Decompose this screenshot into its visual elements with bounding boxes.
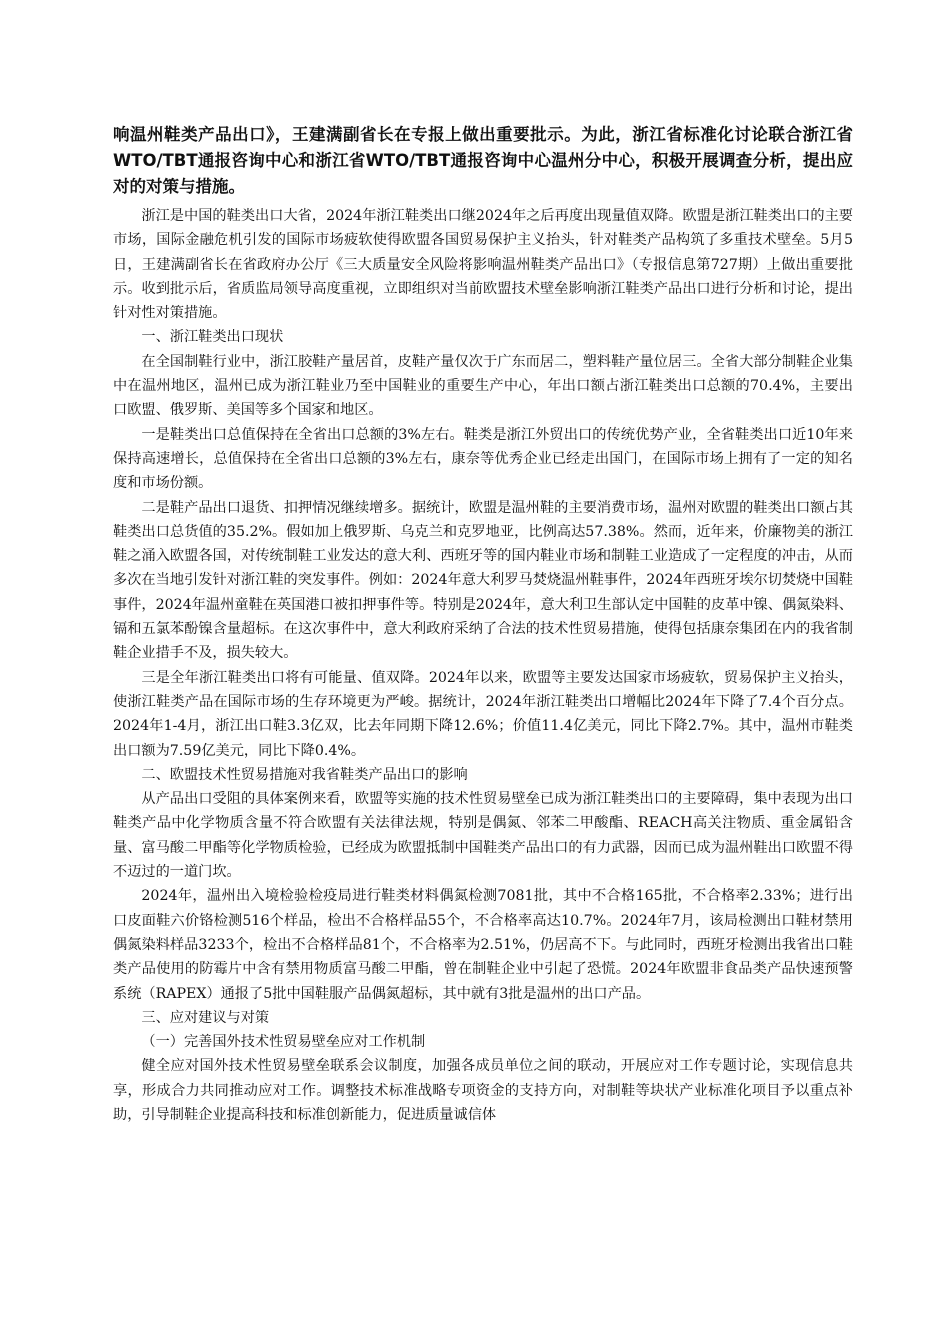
document-page bbox=[113, 122, 853, 1127]
section-heading-3: 三、应对建议与对策 bbox=[141, 1009, 270, 1026]
paragraph-export-decline: 三是全年浙江鞋类出口将有可能量、值双降。2024年以来，欧盟等主要发达国家市场疲软，贸易保护主义抬头，使浙江鞋类产品在国际市场的生存环境更为严峻。据统计，2024年浙江鞋类出口增幅比2024年下降了7.4个百分点。2024年1-4月，浙江出口鞋3.3亿双，比去年同期下降12.6%；价值11.4亿美元，同比下降2.7%。其中，温州市鞋类出口额为7.59亿美元，同比下降0.4%。 bbox=[113, 669, 853, 759]
paragraph-returns-seizures: 二是鞋产品出口退货、扣押情况继续增多。据统计，欧盟是温州鞋的主要消费市场，温州对欧盟的鞋类出口额占其鞋类出口总货值的35.2%。假如加上俄罗斯、乌克兰和克罗地亚，比例高达57.38%。然而，近年来，价廉物美的浙江鞋之涌入欧盟各国，对传统制鞋工业发达的意大利、西班牙等的国内鞋业市场和制鞋工业造成了一定程度的冲击，从而多次在当地引发针对浙江鞋的突发事件。例如：2024年意大利罗马焚烧温州鞋事件，2024年西班牙埃尔切焚烧中国鞋事件，2024年温州童鞋在英国港口被扣押事件等。特别是2024年，意大利卫生部认定中国鞋的皮革中镍、偶氮染料、镉和五氯苯酚镍含量超标。在这次事件中，意大利政府采纳了合法的技术性贸易措施，使得包括康奈集团在内的我省制鞋企业措手不及，损失较大。 bbox=[113, 499, 853, 662]
section-heading-1: 一、浙江鞋类出口现状 bbox=[141, 329, 284, 346]
paragraph-mechanism: 健全应对国外技术性贸易壁垒联系会议制度，加强各成员单位之间的联动，开展应对工作专题讨论，实现信息共享，形成合力共同推动应对工作。调整技术标准战略专项资金的支持方向，对制鞋等块状产业标准化项目予以重点补助，引导制鞋企业提高科技和标准创新能力，促进质量诚信体 bbox=[113, 1058, 853, 1123]
lead-paragraph: 响温州鞋类产品出口》，王建满副省长在专报上做出重要批示。为此，浙江省标准化讨论联合浙江省WTO/TBT通报咨询中心和浙江省WTO/TBT通报咨询中心温州分中心，积极开展调查分析，提出应对的对策与措施。 bbox=[113, 125, 853, 196]
paragraph-trade-barriers: 从产品出口受阻的具体案例来看，欧盟等实施的技术性贸易壁垒已成为浙江鞋类出口的主要障碍，集中表现为出口鞋类产品中化学物质含量不符合欧盟有关法律法规，特别是偶氮、邻苯二甲酸酯、REACH高关注物质、重金属铅含量、富马酸二甲酯等化学物质检验，已经成为欧盟抵制中国鞋类产品出口的有力武器，因而已成为温州鞋出口欧盟不得不迈过的一道门坎。 bbox=[113, 791, 853, 881]
paragraph-export-share: 一是鞋类出口总值保持在全省出口总额的3%左右。鞋类是浙江外贸出口的传统优势产业，全省鞋类出口近10年来保持高速增长，总值保持在全省出口总额的3%左右，康奈等优秀企业已经走出国门，在国际市场上拥有了一定的知名度和市场份额。 bbox=[113, 426, 853, 492]
paragraph-industry-overview: 在全国制鞋行业中，浙江胶鞋产量居首，皮鞋产量仅次于广东而居二，塑料鞋产量位居三。全省大部分制鞋企业集中在温州地区，温州已成为浙江鞋业乃至中国鞋业的重要生产中心，年出口额占浙江鞋类出口总额的70.4%，主要出口欧盟、俄罗斯、美国等多个国家和地区。 bbox=[113, 353, 853, 419]
paragraph-inspection-stats: 2024年，温州出入境检验检疫局进行鞋类材料偶氮检测7081批，其中不合格165批，不合格率2.33%；进行出口皮面鞋六价铬检测516个样品，检出不合格样品55个，不合格率高达10.7%。2024年7月，该局检测出口鞋材禁用偶氮染料样品3233个，检出不合格样品81个，不合格率为2.51%，仍居高不下。与此同时，西班牙检测出我省出口鞋类产品使用的防霉片中含有禁用物质富马酸二甲酯，曾在制鞋企业中引起了恐慌。2024年欧盟非食品类产品快速预警系统（RAPEX）通报了5批中国鞋服产品偶氮超标，其中就有3批是温州的出口产品。 bbox=[113, 888, 853, 1002]
subsection-heading-3-1: （一）完善国外技术性贸易壁垒应对工作机制 bbox=[141, 1034, 426, 1051]
paragraph-intro: 浙江是中国的鞋类出口大省，2024年浙江鞋类出口继2024年之后再度出现量值双降。欧盟是浙江鞋类出口的主要市场，国际金融危机引发的国际市场疲软使得欧盟各国贸易保护主义抬头，针对鞋类产品构筑了多重技术壁垒。5月5日，王建满副省长在省政府办公厅《三大质量安全风险将影响温州鞋类产品出口》（专报信息第727期）上做出重要批示。收到批示后，省质监局领导高度重视，立即组织对当前欧盟技术壁垒影响浙江鞋类产品出口进行分析和讨论，提出针对性对策措施。 bbox=[113, 208, 853, 322]
section-heading-2: 二、欧盟技术性贸易措施对我省鞋类产品出口的影响 bbox=[141, 766, 468, 783]
